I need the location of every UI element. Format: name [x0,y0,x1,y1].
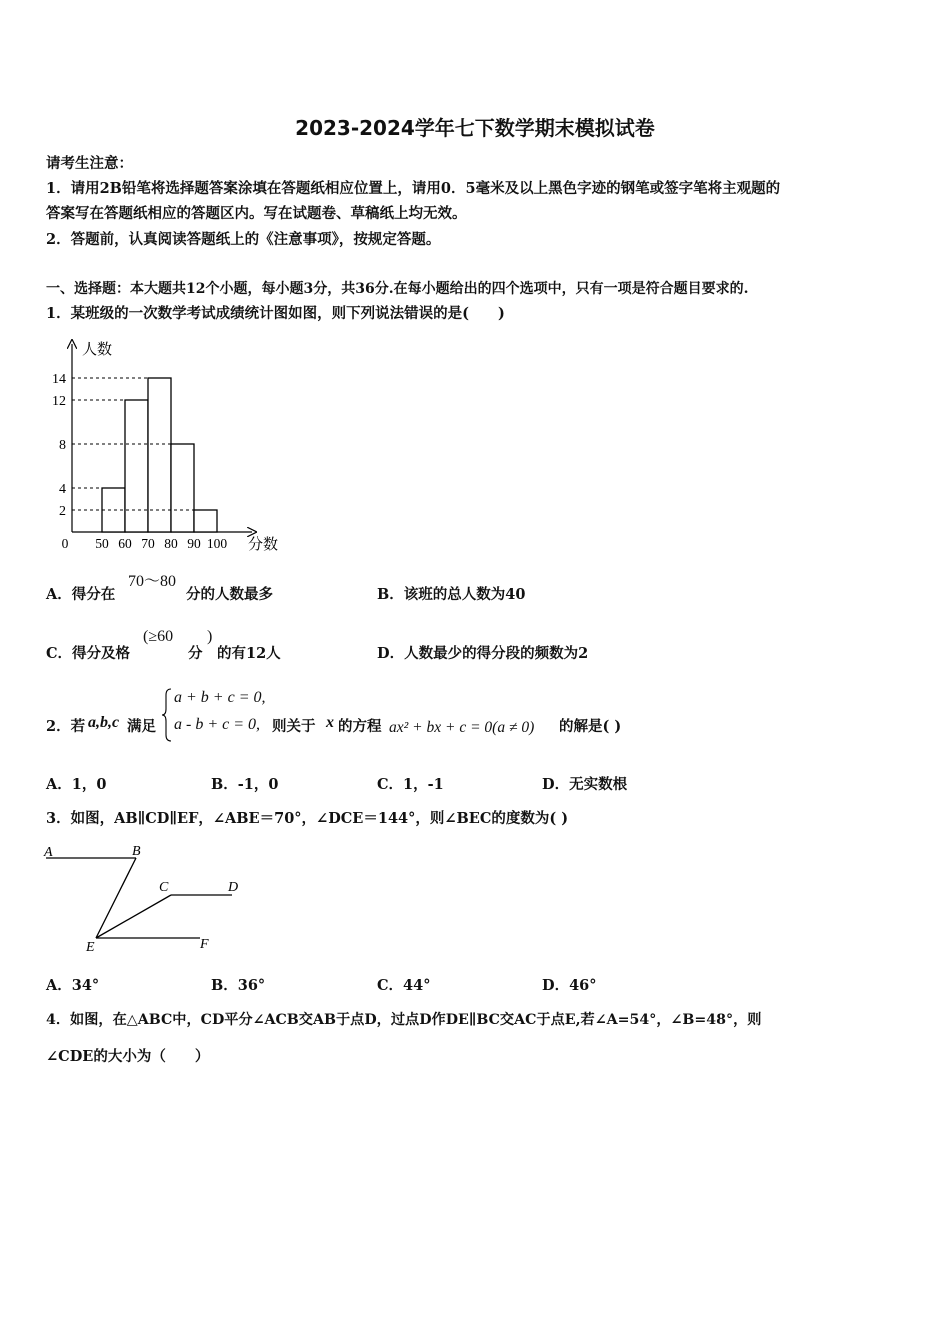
x-tick-label: 0 [61,536,69,551]
q2-brace [161,687,173,743]
q2-option-a: A．1，0 [46,776,107,793]
q3-option-b: B．36° [211,977,266,994]
q1-option-a-suffix: 分的人数最多 [186,586,273,603]
x-tick-label: 70 [141,536,155,551]
q1-histogram [40,338,300,560]
q4-line2: ∠CDE的大小为（ ） [46,1048,210,1065]
q1-option-a-math: 70～80 [128,573,177,590]
q2-suffix: 的解是( ) [559,718,622,735]
notice-line1b: 答案写在答题纸相应的答题区内。写在试题卷、草稿纸上均无效。 [46,205,467,222]
y-tick-label: 12 [52,394,66,409]
page-title: 2023-2024学年七下数学期末模拟试卷 [295,116,655,140]
q2-mid2: 的方程 [338,718,382,735]
notice-heading: 请考生注意： [46,155,133,172]
q3-option-d: D．46° [542,977,597,994]
x-tick-label: 100 [206,536,228,551]
q3-option-c: C．44° [377,977,431,994]
y-tick-label: 4 [59,482,66,497]
q1-option-c-prefix: C．得分及格 [46,645,131,662]
label-d: D [228,880,239,895]
q1-option-a-prefix: A．得分在 [46,586,116,603]
notice-line2: 2．答题前，认真阅读答题纸上的《注意事项》，按规定答题。 [46,231,441,248]
y-tick-label: 8 [59,438,66,453]
y-tick-label: 2 [59,504,66,519]
bar-70-80 [148,378,171,532]
q4-line1: 4．如图，在△ABC中，CD平分∠ACB交AB于点D，过点D作DE∥BC交AC于点E,若∠A=54°，∠B=48°，则 [46,1012,762,1028]
q1-option-c-paren: ) [207,628,213,645]
q2-quadratic-equation: ax² + bx + c = 0(a ≠ 0) [389,719,535,736]
bar-60-70 [125,400,148,532]
label-c: C [159,880,169,895]
x-tick-label: 90 [187,536,201,551]
label-e: E [86,940,95,955]
q2-vars: a,b,c [88,714,120,731]
q2-option-b: B．-1，0 [211,776,279,793]
q2-var-x: x [326,714,334,731]
q1-option-b: B．该班的总人数为40 [377,586,526,603]
x-tick-label: 50 [95,536,109,551]
q1-option-c-suffix: 的有12人 [217,645,281,662]
q3-figure [40,838,255,958]
q2-option-c: C．1，-1 [377,776,444,793]
q1-option-c-math: (≥60 [143,628,174,645]
label-a: A [44,845,53,860]
section1-heading: 一、选择题：本大题共12个小题，每小题3分，共36分.在每小题给出的四个选项中，只有一项是符合题目要求的. [46,281,749,297]
bar-90-100 [194,510,217,532]
q2-option-d: D．无实数根 [542,776,628,793]
q2-satisfy: 满足 [127,718,156,735]
q2-mid: 则关于 [272,718,316,735]
y-axis-title: 人数 [82,342,113,358]
bar-80-90 [171,444,194,532]
x-tick-label: 80 [164,536,178,551]
q1-option-d: D．人数最少的得分段的频数为2 [377,645,589,662]
x-axis-title: 分数 [248,537,279,553]
q3-stem: 3．如图，AB∥CD∥EF，∠ABE＝70°，∠DCE＝144°，则∠BEC的度数为( ) [46,810,569,827]
notice-line1a: 1．请用2B铅笔将选择题答案涂填在答题纸相应位置上，请用0．5毫米及以上黑色字迹的钢笔或签字笔将主观题的 [46,180,781,197]
x-tick-label: 60 [118,536,132,551]
label-b: B [132,844,141,859]
q2-equation-2: a - b + c = 0, [174,716,261,733]
y-tick-label: 14 [52,372,66,387]
q2-prefix: 2．若 [46,718,86,735]
q2-equation-1: a + b + c = 0, [174,689,266,706]
q1-option-c-mid: 分 [188,645,203,662]
q1-stem: 1．某班级的一次数学考试成绩统计图如图，则下列说法错误的是( ) [46,305,505,322]
q3-option-a: A．34° [46,977,100,994]
label-f: F [200,937,209,952]
